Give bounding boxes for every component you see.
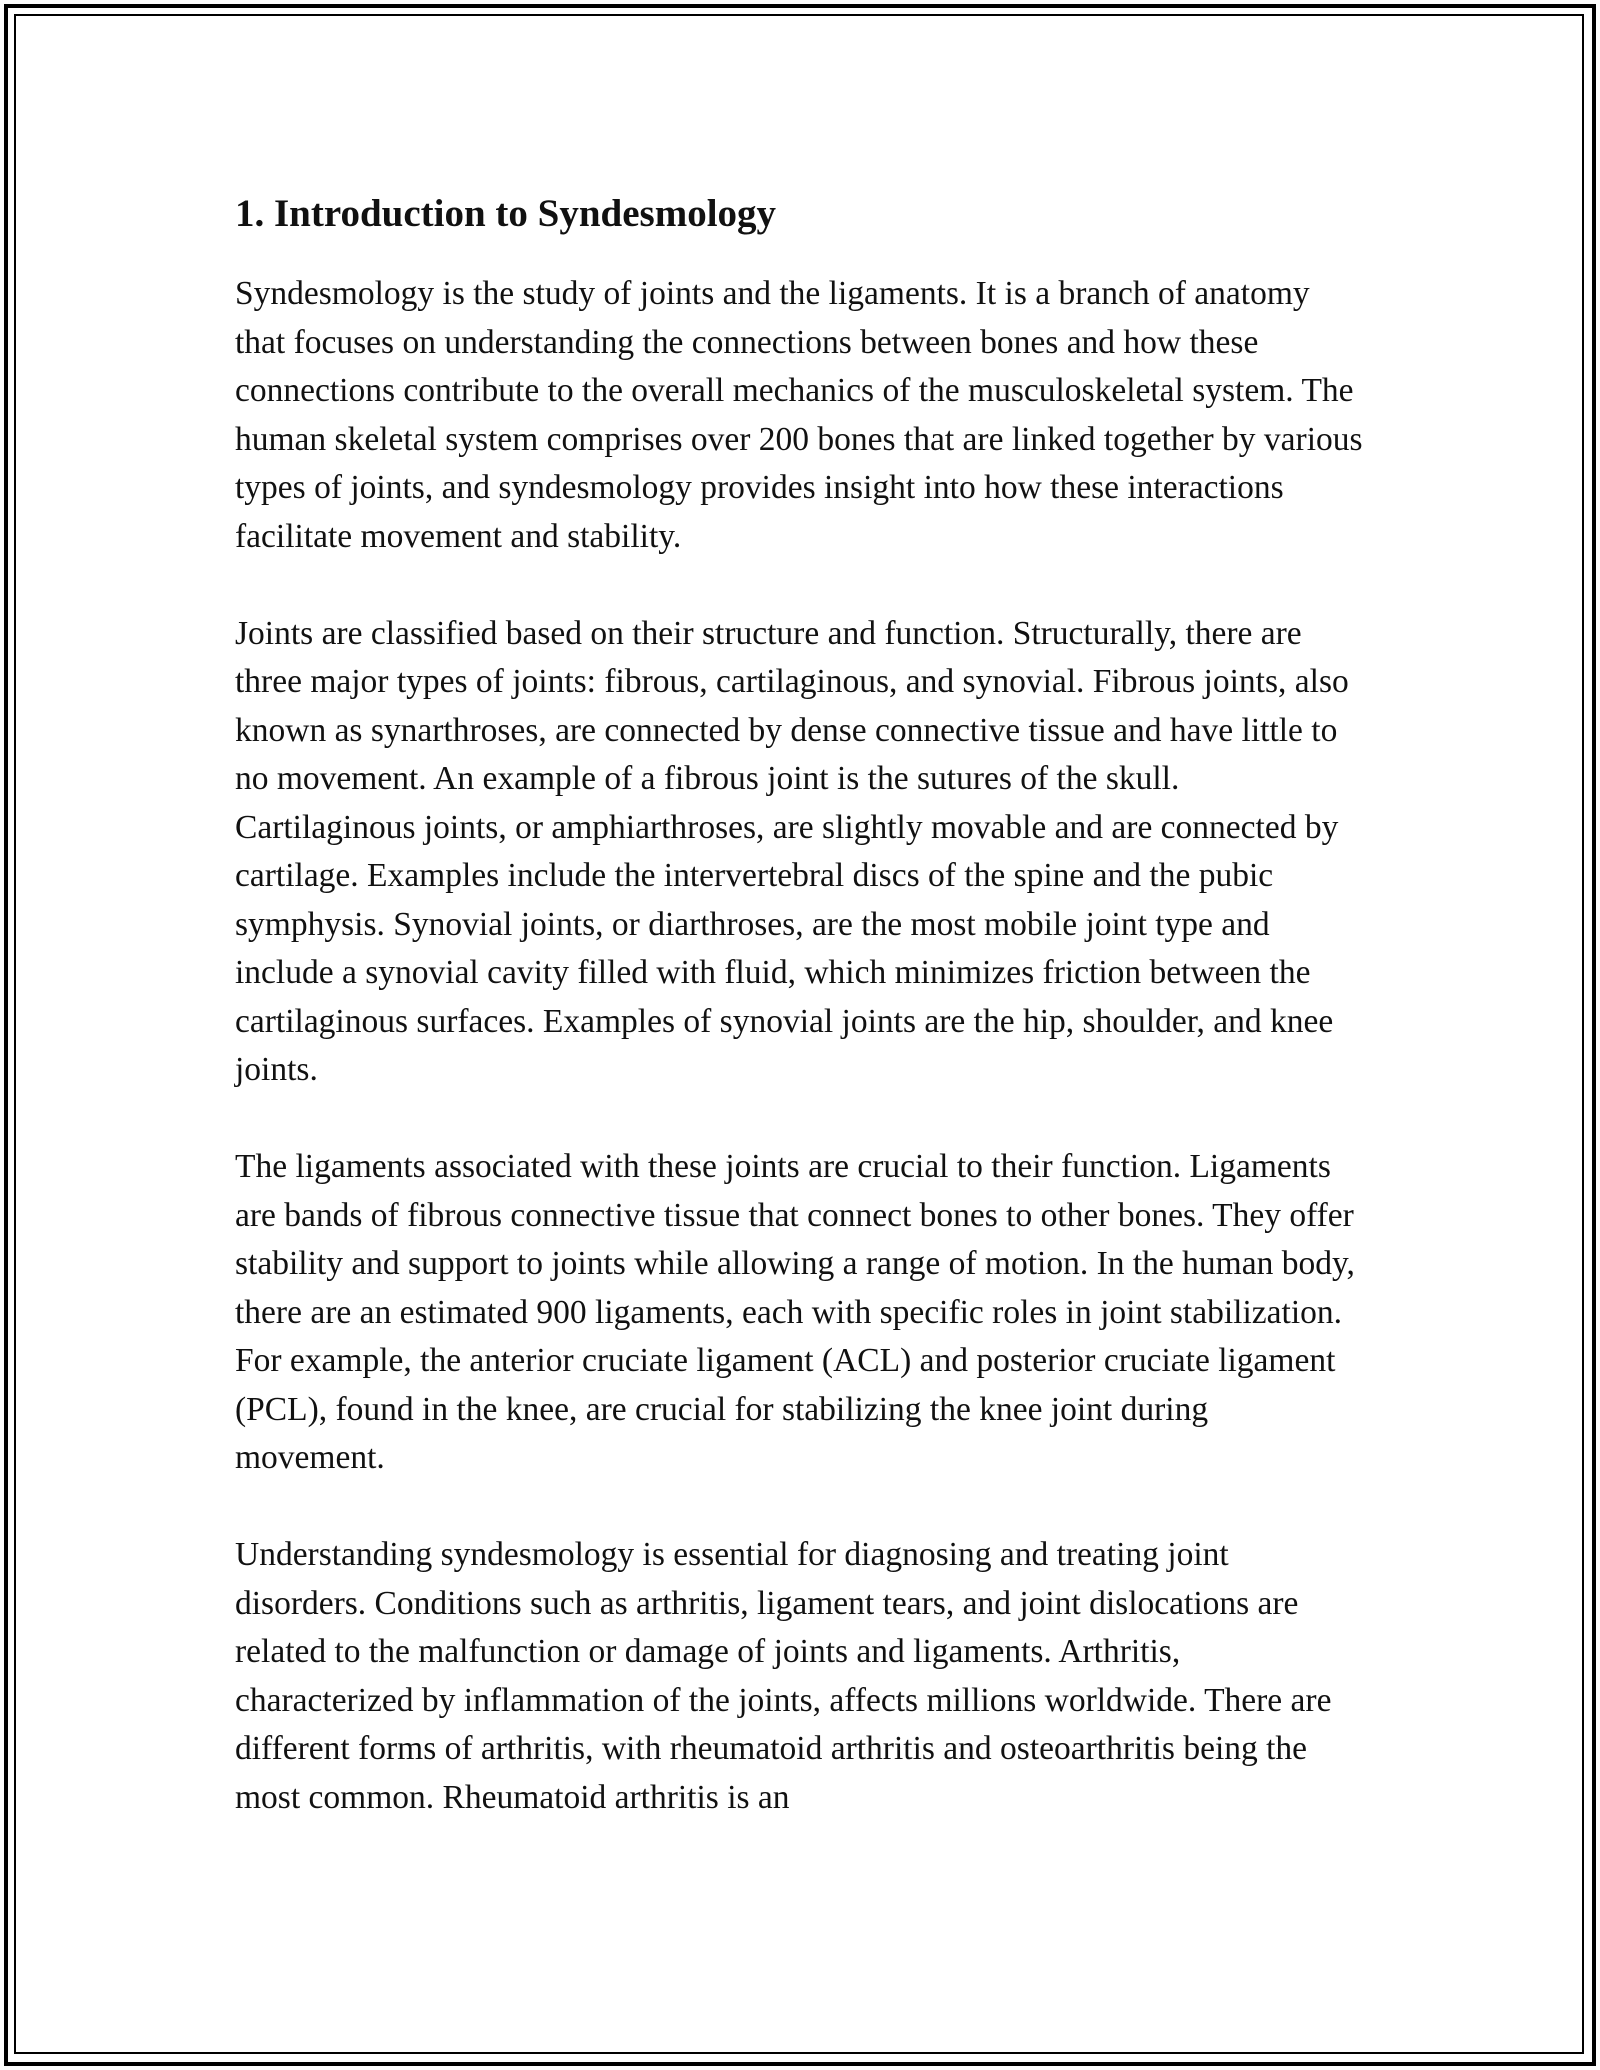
- document-body: [235, 188, 1365, 1871]
- paragraph-disorders: Understanding syndesmology is essential for diagnosing and treating joint disorders. Conditions such as arthritis, ligament tears, and joint dislocations are related to the malfunction or damage of joints and ligaments. Arthritis, characterized by inflammation of the joints, affects millions worldwide. There are different forms of arthritis, with rheumatoid arthritis and osteoarthritis being the most common. Rheumatoid arthritis is an: [235, 1536, 1332, 1816]
- paragraph-ligaments: The ligaments associated with these joints are crucial to their function. Ligaments are bands of fibrous connective tissue that connect bones to other bones. They offer stability and support to joints while allowing a range of motion. In the human body, there are an estimated 900 ligaments, each with specific roles in joint stabilization. For example, the anterior cruciate ligament (ACL) and posterior cruciate ligament (PCL), found in the knee, are crucial for stabilizing the knee joint during movement.: [235, 1148, 1355, 1476]
- section-heading: 1. Introduction to Syndesmology: [235, 192, 777, 235]
- paragraph-joint-classification: Joints are classified based on their structure and function. Structurally, there are three major types of joints: fibrous, cartilaginous, and synovial. Fibrous joints, also known as synarthroses, are connected by dense connective tissue and have little to no movement. An example of a fibrous joint is the sutures of the skull. Cartilaginous joints, or amphiarthroses, are slightly movable and are connected by cartilage. Examples include the intervertebral discs of the spine and the pubic symphysis. Synovial joints, or diarthroses, are the most mobile joint type and include a synovial cavity filled with fluid, which minimizes friction between the cartilaginous surfaces. Examples of synovial joints are the hip, shoulder, and knee joints.: [235, 614, 1349, 1088]
- paragraph-intro: Syndesmology is the study of joints and the ligaments. It is a branch of anatomy that focuses on understanding the connections between bones and how these connections contribute to the overall mechanics of the musculoskeletal system. The human skeletal system comprises over 200 bones that are linked together by various types of joints, and syndesmology provides insight into how these interactions facilitate movement and stability.: [235, 275, 1363, 555]
